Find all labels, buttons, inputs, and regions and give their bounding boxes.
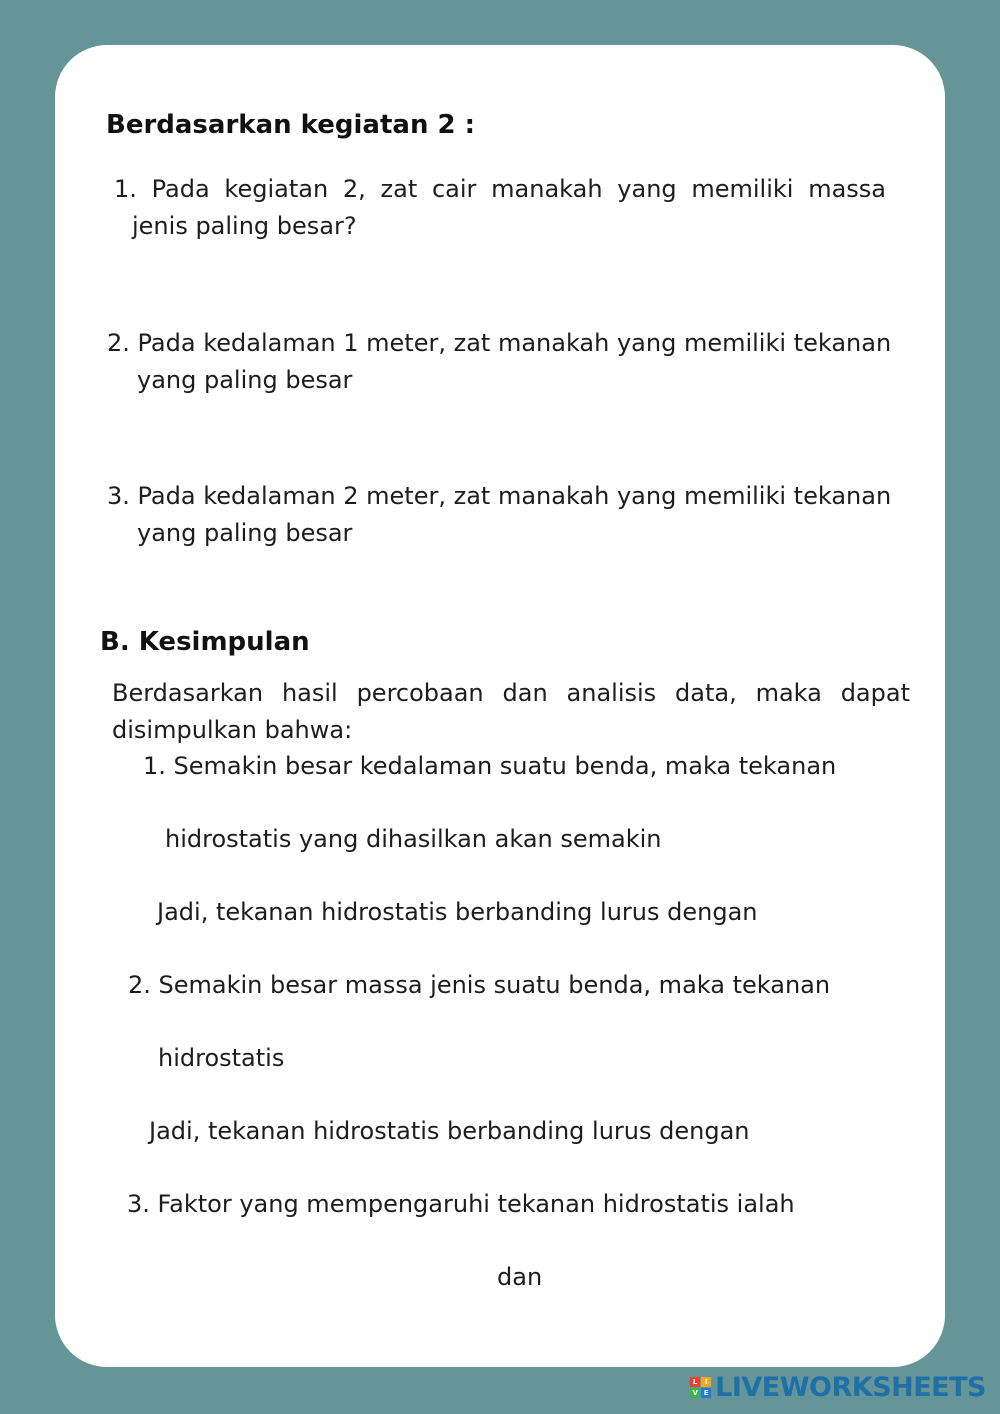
- question-2-line-1: 2. Pada kedalaman 1 meter, zat manakah yang memiliki tekanan: [107, 329, 892, 357]
- conclusion-1-line-1: 1. Semakin besar kedalaman suatu benda, maka tekanan: [143, 752, 837, 780]
- section-a-heading: Berdasarkan kegiatan 2 :: [106, 110, 476, 140]
- logo-letter-l: L: [690, 1377, 700, 1387]
- conclusion-intro-line-1: Berdasarkan hasil percobaan dan analisis data, maka dapat: [112, 679, 910, 707]
- question-3-line-1: 3. Pada kedalaman 2 meter, zat manakah yang memiliki tekanan: [107, 482, 892, 510]
- logo-letter-e: E: [701, 1388, 711, 1398]
- conclusion-3-line-1: 3. Faktor yang mempengaruhi tekanan hidrostatis ialah: [127, 1190, 795, 1218]
- conclusion-2-line-2: hidrostatis: [158, 1044, 285, 1072]
- logo-letter-i: I: [701, 1377, 711, 1387]
- question-2-line-2: yang paling besar: [137, 366, 353, 394]
- brand-name: LIVEWORKSHEETS: [715, 1372, 986, 1403]
- section-b-heading: B. Kesimpulan: [100, 627, 310, 657]
- question-1-line-1: 1. Pada kegiatan 2, zat cair manakah yang memiliki massa: [114, 175, 886, 203]
- conclusion-intro-line-2: disimpulkan bahwa:: [112, 716, 353, 744]
- conclusion-2-line-1: 2. Semakin besar massa jenis suatu benda, maka tekanan: [128, 971, 831, 999]
- question-3-line-2: yang paling besar: [137, 519, 353, 547]
- conclusion-1-line-2: hidrostatis yang dihasilkan akan semakin: [165, 825, 662, 853]
- liveworksheets-logo-icon: [690, 1377, 711, 1398]
- conclusion-1-line-3: Jadi, tekanan hidrostatis berbanding lurus dengan: [157, 898, 758, 926]
- question-1-line-2: jenis paling besar?: [132, 212, 357, 240]
- logo-letter-v: V: [690, 1388, 700, 1398]
- conclusion-2-line-3: Jadi, tekanan hidrostatis berbanding lurus dengan: [149, 1117, 750, 1145]
- liveworksheets-logo: [690, 1372, 986, 1403]
- conclusion-3-line-2: dan: [497, 1263, 543, 1291]
